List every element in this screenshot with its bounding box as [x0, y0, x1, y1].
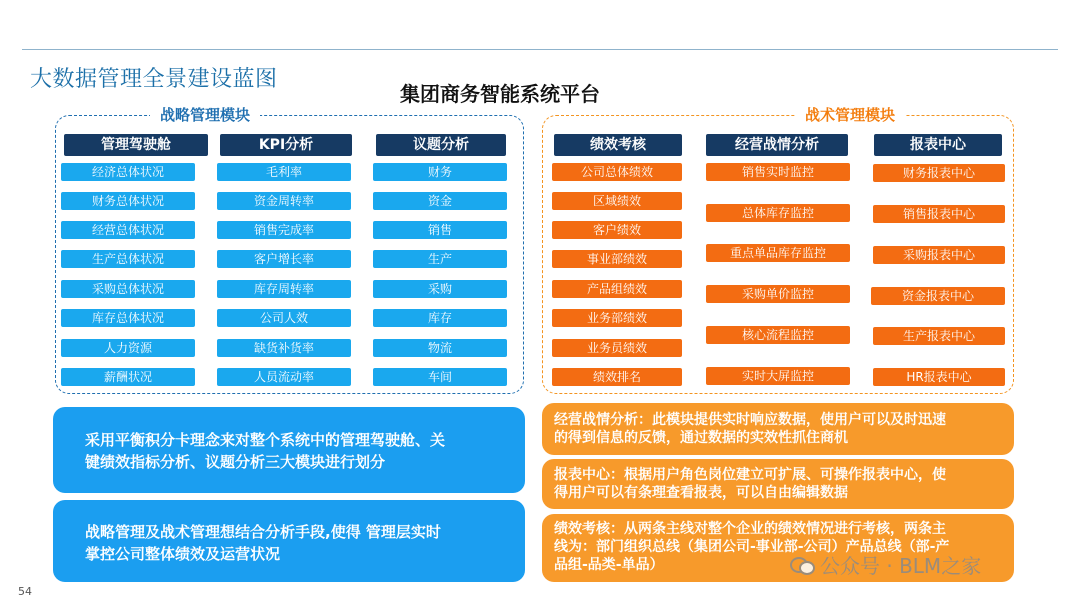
cell: 业务员绩效	[552, 339, 682, 357]
cell: 毛利率	[217, 163, 351, 181]
cell: 财务	[373, 163, 507, 181]
page-number: 54	[18, 585, 32, 598]
strategy-tactics-description-box	[53, 500, 525, 582]
cell: 客户增长率	[217, 250, 351, 268]
cell: 核心流程监控	[706, 326, 850, 344]
cell: 采购	[373, 280, 507, 298]
cell: 采购报表中心	[873, 246, 1005, 264]
watermark-text: 公众号 · BLM之家	[820, 554, 982, 578]
cell: 销售报表中心	[873, 205, 1005, 223]
cell: 薪酬状况	[61, 368, 195, 386]
cell: 人员流动率	[217, 368, 351, 386]
cell: 重点单品库存监控	[706, 244, 850, 262]
description-line: 品组-品类-单品）	[554, 557, 664, 573]
wechat-icon	[790, 555, 814, 575]
page-title: 大数据管理全景建设蓝图	[30, 67, 278, 92]
report-center-description-box	[542, 459, 1014, 509]
column-head-topic: 议题分析	[376, 134, 506, 156]
cell: 实时大屏监控	[706, 367, 850, 385]
ops-analysis-description-box	[542, 403, 1014, 455]
cell: 销售实时监控	[706, 163, 850, 181]
cell: 产品组绩效	[552, 280, 682, 298]
cell: 财务总体状况	[61, 192, 195, 210]
cell: 公司人效	[217, 309, 351, 327]
description-line: 的得到信息的反馈，通过数据的实效性抓住商机	[554, 430, 848, 446]
description-line: 线为：部门组织总线（集团公司-事业部-公司）产品总线（部-产	[554, 539, 950, 555]
description-line: 掌控公司整体绩效及运营状况	[85, 545, 281, 563]
description-line: 键绩效指标分析、议题分析三大模块进行划分	[85, 453, 386, 471]
cell: 库存	[373, 309, 507, 327]
cell: 区域绩效	[552, 192, 682, 210]
cell: 财务报表中心	[873, 164, 1005, 182]
column-head-kpi: KPI分析	[220, 134, 352, 156]
cell: 经济总体状况	[61, 163, 195, 181]
cell: 资金报表中心	[871, 287, 1005, 305]
column-head-performance: 绩效考核	[554, 134, 682, 156]
cell: 物流	[373, 339, 507, 357]
cell: 总体库存监控	[706, 204, 850, 222]
cell: 事业部绩效	[552, 250, 682, 268]
description-line: 得用户可以有条理查看报表，可以自由编辑数据	[554, 485, 848, 501]
cell: 资金周转率	[217, 192, 351, 210]
cell: 经营总体状况	[61, 221, 195, 239]
description-line: 绩效考核：从两条主线对整个企业的绩效情况进行考核，两条主	[554, 521, 946, 537]
cell: 资金	[373, 192, 507, 210]
cell: 绩效排名	[552, 368, 682, 386]
cell: 销售	[373, 221, 507, 239]
column-head-cockpit: 管理驾驶舱	[64, 134, 208, 156]
cell: 采购单价监控	[706, 285, 850, 303]
cell: 人力资源	[61, 339, 195, 357]
column-head-ops-analysis: 经营战情分析	[706, 134, 848, 156]
cell: 库存周转率	[217, 280, 351, 298]
cell: 生产报表中心	[873, 327, 1005, 345]
description-line: 经营战情分析：此模块提供实时响应数据，使用户可以及时迅速	[554, 412, 946, 428]
description-line: 战略管理及战术管理想结合分析手段,使得 管理层实时	[85, 523, 441, 541]
platform-title: 集团商务智能系统平台	[400, 82, 600, 106]
watermark	[790, 550, 981, 579]
description-line: 采用平衡积分卡理念来对整个系统中的管理驾驶舱、关	[85, 431, 446, 449]
cell: 生产总体状况	[61, 250, 195, 268]
strategy-description-box	[53, 407, 525, 493]
tactical-module-label: 战术管理模块	[795, 104, 905, 125]
cell: 业务部绩效	[552, 309, 682, 327]
cell: HR报表中心	[873, 368, 1005, 386]
cell: 车间	[373, 368, 507, 386]
cell: 销售完成率	[217, 221, 351, 239]
cell: 生产	[373, 250, 507, 268]
cell: 缺货补货率	[217, 339, 351, 357]
column-head-report-center: 报表中心	[874, 134, 1002, 156]
cell: 公司总体绩效	[552, 163, 682, 181]
description-line: 报表中心：根据用户角色岗位建立可扩展、可操作报表中心，使	[554, 467, 946, 483]
top-divider	[22, 49, 1058, 50]
cell: 采购总体状况	[61, 280, 195, 298]
cell: 库存总体状况	[61, 309, 195, 327]
strategic-module-label: 战略管理模块	[150, 104, 260, 125]
cell: 客户绩效	[552, 221, 682, 239]
